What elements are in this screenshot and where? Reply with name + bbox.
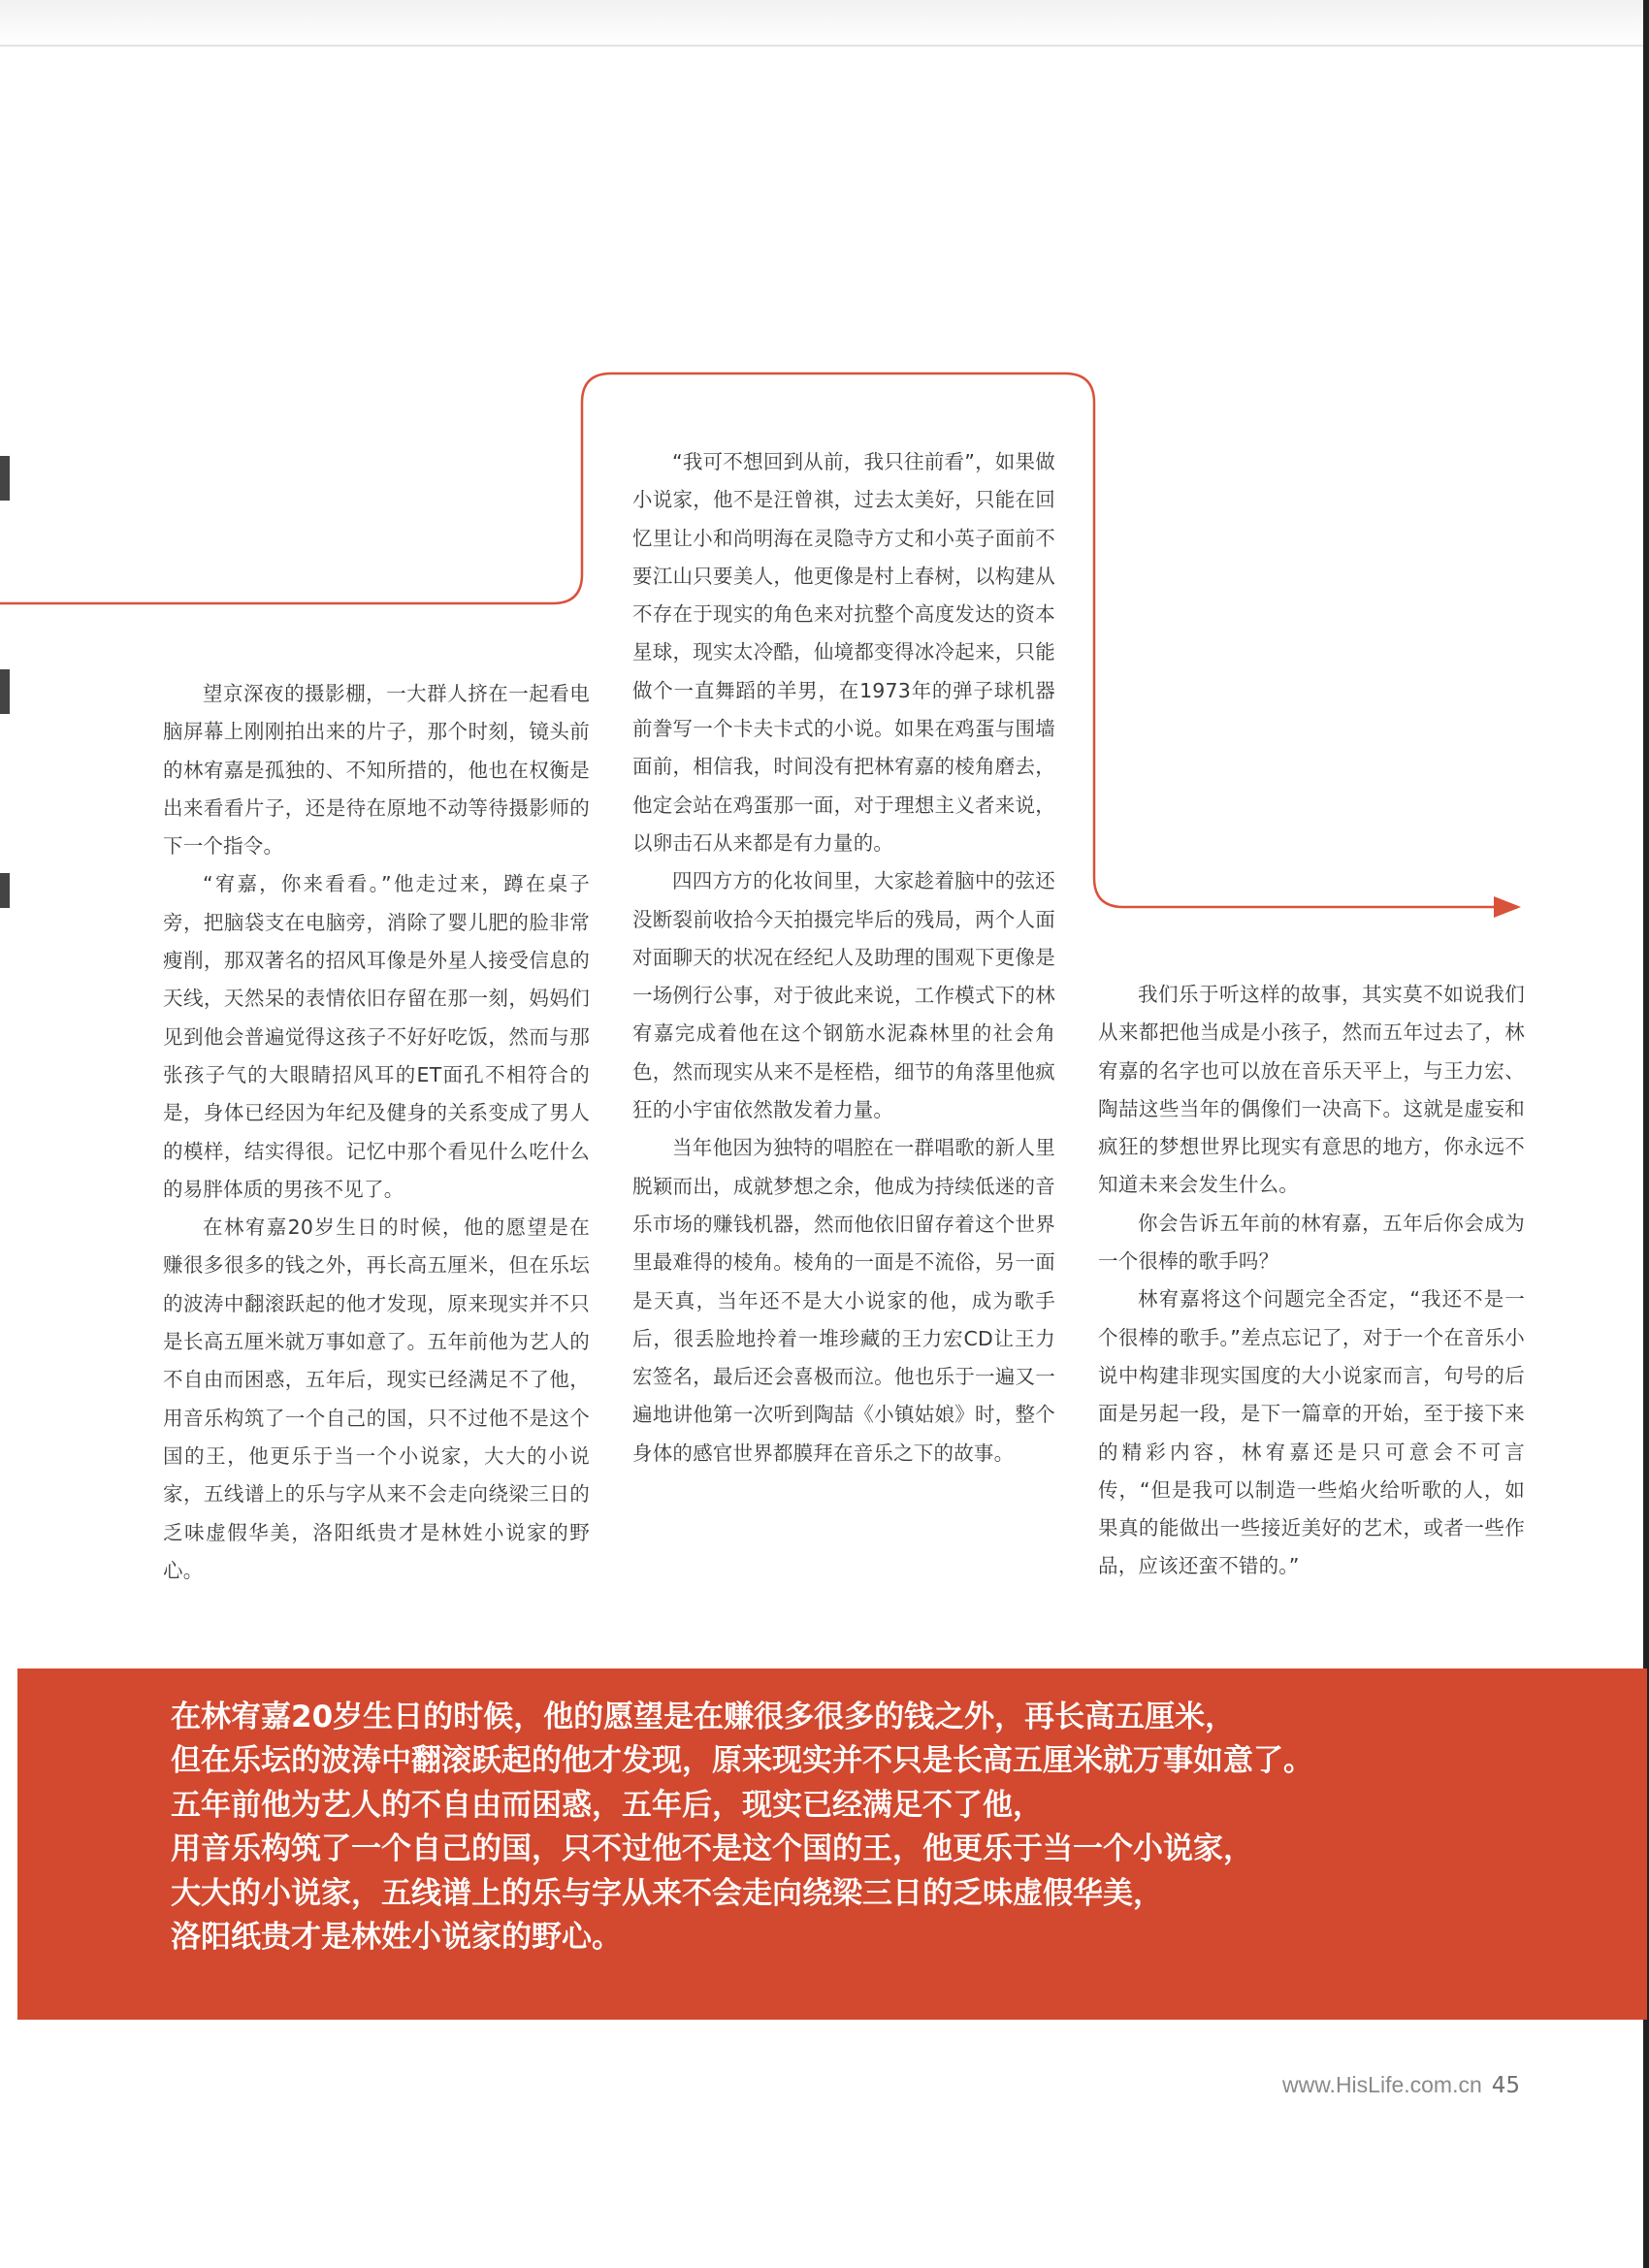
article-paragraph: 林宥嘉将这个问题完全否定，“我还不是一个很棒的歌手。”差点忘记了，对于一个在音乐小说中构建非现实国度的大小说家而言，句号的后面是另起一段，是下一篇章的开始，至于接下来的精彩内容，林宥嘉还是只可意会不可言传，“但是我可以制造一些焰火给听歌的人，如果真的能做出一些接近美好的艺术，或者一些作品，应该还蛮不错的。” (1098, 1287, 1525, 1578)
pull-quote-line: 五年前他为艺人的不自由而困惑，五年后，现实已经满足不了他， (171, 1787, 1043, 1823)
pull-quote-line: 但在乐坛的波涛中翻滚跃起的他才发现，原来现实并不只是长高五厘米就万事如意了。 (171, 1743, 1313, 1779)
pull-quote-line: 洛阳纸贵才是林姓小说家的野心。 (171, 1920, 622, 1956)
page-number: 45 (1491, 2073, 1521, 2098)
pull-quote-line: 用音乐构筑了一个自己的国，只不过他不是这个国的王，他更乐于当一个小说家， (171, 1831, 1253, 1867)
article-paragraph: 当年他因为独特的唱腔在一群唱歌的新人里脱颖而出，成就梦想之余，他成为持续低迷的音乐市场的赚钱机器，然而他依旧留存着这个世界里最难得的棱角。棱角的一面是不流俗，另一面是天真，当年还不是大小说家的他，成为歌手后，很丢脸地拎着一堆珍藏的王力宏CD让王力宏签名，最后还会喜极而泣。他也乐于一遍又一遍地讲他第一次听到陶喆《小镇姑娘》时，整个身体的感官世界都膜拜在音乐之下的故事。 (632, 1136, 1055, 1465)
article-column-2 (632, 443, 1055, 1473)
pull-quote-box (17, 1669, 1647, 2020)
article-paragraph: 在林宥嘉20岁生日的时候，他的愿望是在赚很多很多的钱之外，再长高五厘米，但在乐坛的波涛中翻滚跃起的他才发现，原来现实并不只是长高五厘米就万事如意了。五年前他为艺人的不自由而困惑，五年后，现实已经满足不了他，用音乐构筑了一个自己的国，只不过他不是这个国的王，他更乐于当一个小说家，大大的小说家，五线谱上的乐与字从来不会走向绕梁三日的乏味虚假华美，洛阳纸贵才是林姓小说家的野心。 (163, 1215, 590, 1582)
article-paragraph: “我可不想回到从前，我只往前看”，如果做小说家，他不是汪曾祺，过去太美好，只能在回忆里让小和尚明海在灵隐寺方丈和小英子面前不要江山只要美人，他更像是村上春树，以构建从不存在于现实的角色来对抗整个高度发达的资本星球，现实太冷酷，仙境都变得冰冷起来，只能做个一直舞蹈的羊男，在1973年的弹子球机器前誊写一个卡夫卡式的小说。如果在鸡蛋与围墙面前，相信我，时间没有把林宥嘉的棱角磨去，他定会站在鸡蛋那一面，对于理想主义者来说，以卵击石从来都是有力量的。 (632, 450, 1055, 855)
pull-quote-text (171, 1696, 1606, 1960)
article-paragraph: 我们乐于听这样的故事，其实莫不如说我们从来都把他当成是小孩子，然而五年过去了，林宥嘉的名字也可以放在音乐天平上，与王力宏、陶喆这些当年的偶像们一决高下。这就是虚妄和疯狂的梦想世界比现实有意思的地方，你永远不知道未来会发生什么。 (1098, 983, 1525, 1197)
arrow-head-icon (1494, 896, 1521, 918)
article-paragraph: 四四方方的化妆间里，大家趁着脑中的弦还没断裂前收拾今天拍摄完毕后的残局，两个人面对面聊天的状况在经纪人及助理的围观下更像是一场例行公事，对于彼此来说，工作模式下的林宥嘉完成着他在这个钢筋水泥森林里的社会角色，然而现实从来不是桎梏，细节的角落里他疯狂的小宇宙依然散发着力量。 (632, 869, 1055, 1122)
article-column-1 (163, 675, 590, 1590)
page-footer (1282, 2072, 1520, 2098)
article-column-3 (1098, 976, 1525, 1586)
article-paragraph: “宥嘉，你来看看。”他走过来，蹲在桌子旁，把脑袋支在电脑旁，消除了婴儿肥的脸非常瘦削，那双著名的招风耳像是外星人接受信息的天线，天然呆的表情依旧存留在那一刻，妈妈们见到他会普遍觉得这孩子不好好吃饭，然而与那张孩子气的大眼睛招风耳的ET面孔不相符合的是，身体已经因为年纪及健身的关系变成了男人的模样，结实得很。记忆中那个看见什么吃什么的易胖体质的男孩不见了。 (163, 872, 590, 1201)
article-paragraph: 你会告诉五年前的林宥嘉，五年后你会成为一个很棒的歌手吗？ (1098, 1211, 1525, 1274)
pull-quote-line: 在林宥嘉20岁生日的时候，他的愿望是在赚很多很多的钱之外，再长高五厘米， (171, 1700, 1236, 1734)
pull-quote-line: 大大的小说家，五线谱上的乐与字从来不会走向绕梁三日的乏味虚假华美， (171, 1875, 1163, 1911)
footer-url: www.HisLife.com.cn (1282, 2072, 1482, 2097)
article-paragraph: 望京深夜的摄影棚，一大群人挤在一起看电脑屏幕上刚刚拍出来的片子，那个时刻，镜头前的林宥嘉是孤独的、不知所措的，他也在权衡是出来看看片子，还是待在原地不动等待摄影师的下一个指令。 (163, 682, 590, 859)
